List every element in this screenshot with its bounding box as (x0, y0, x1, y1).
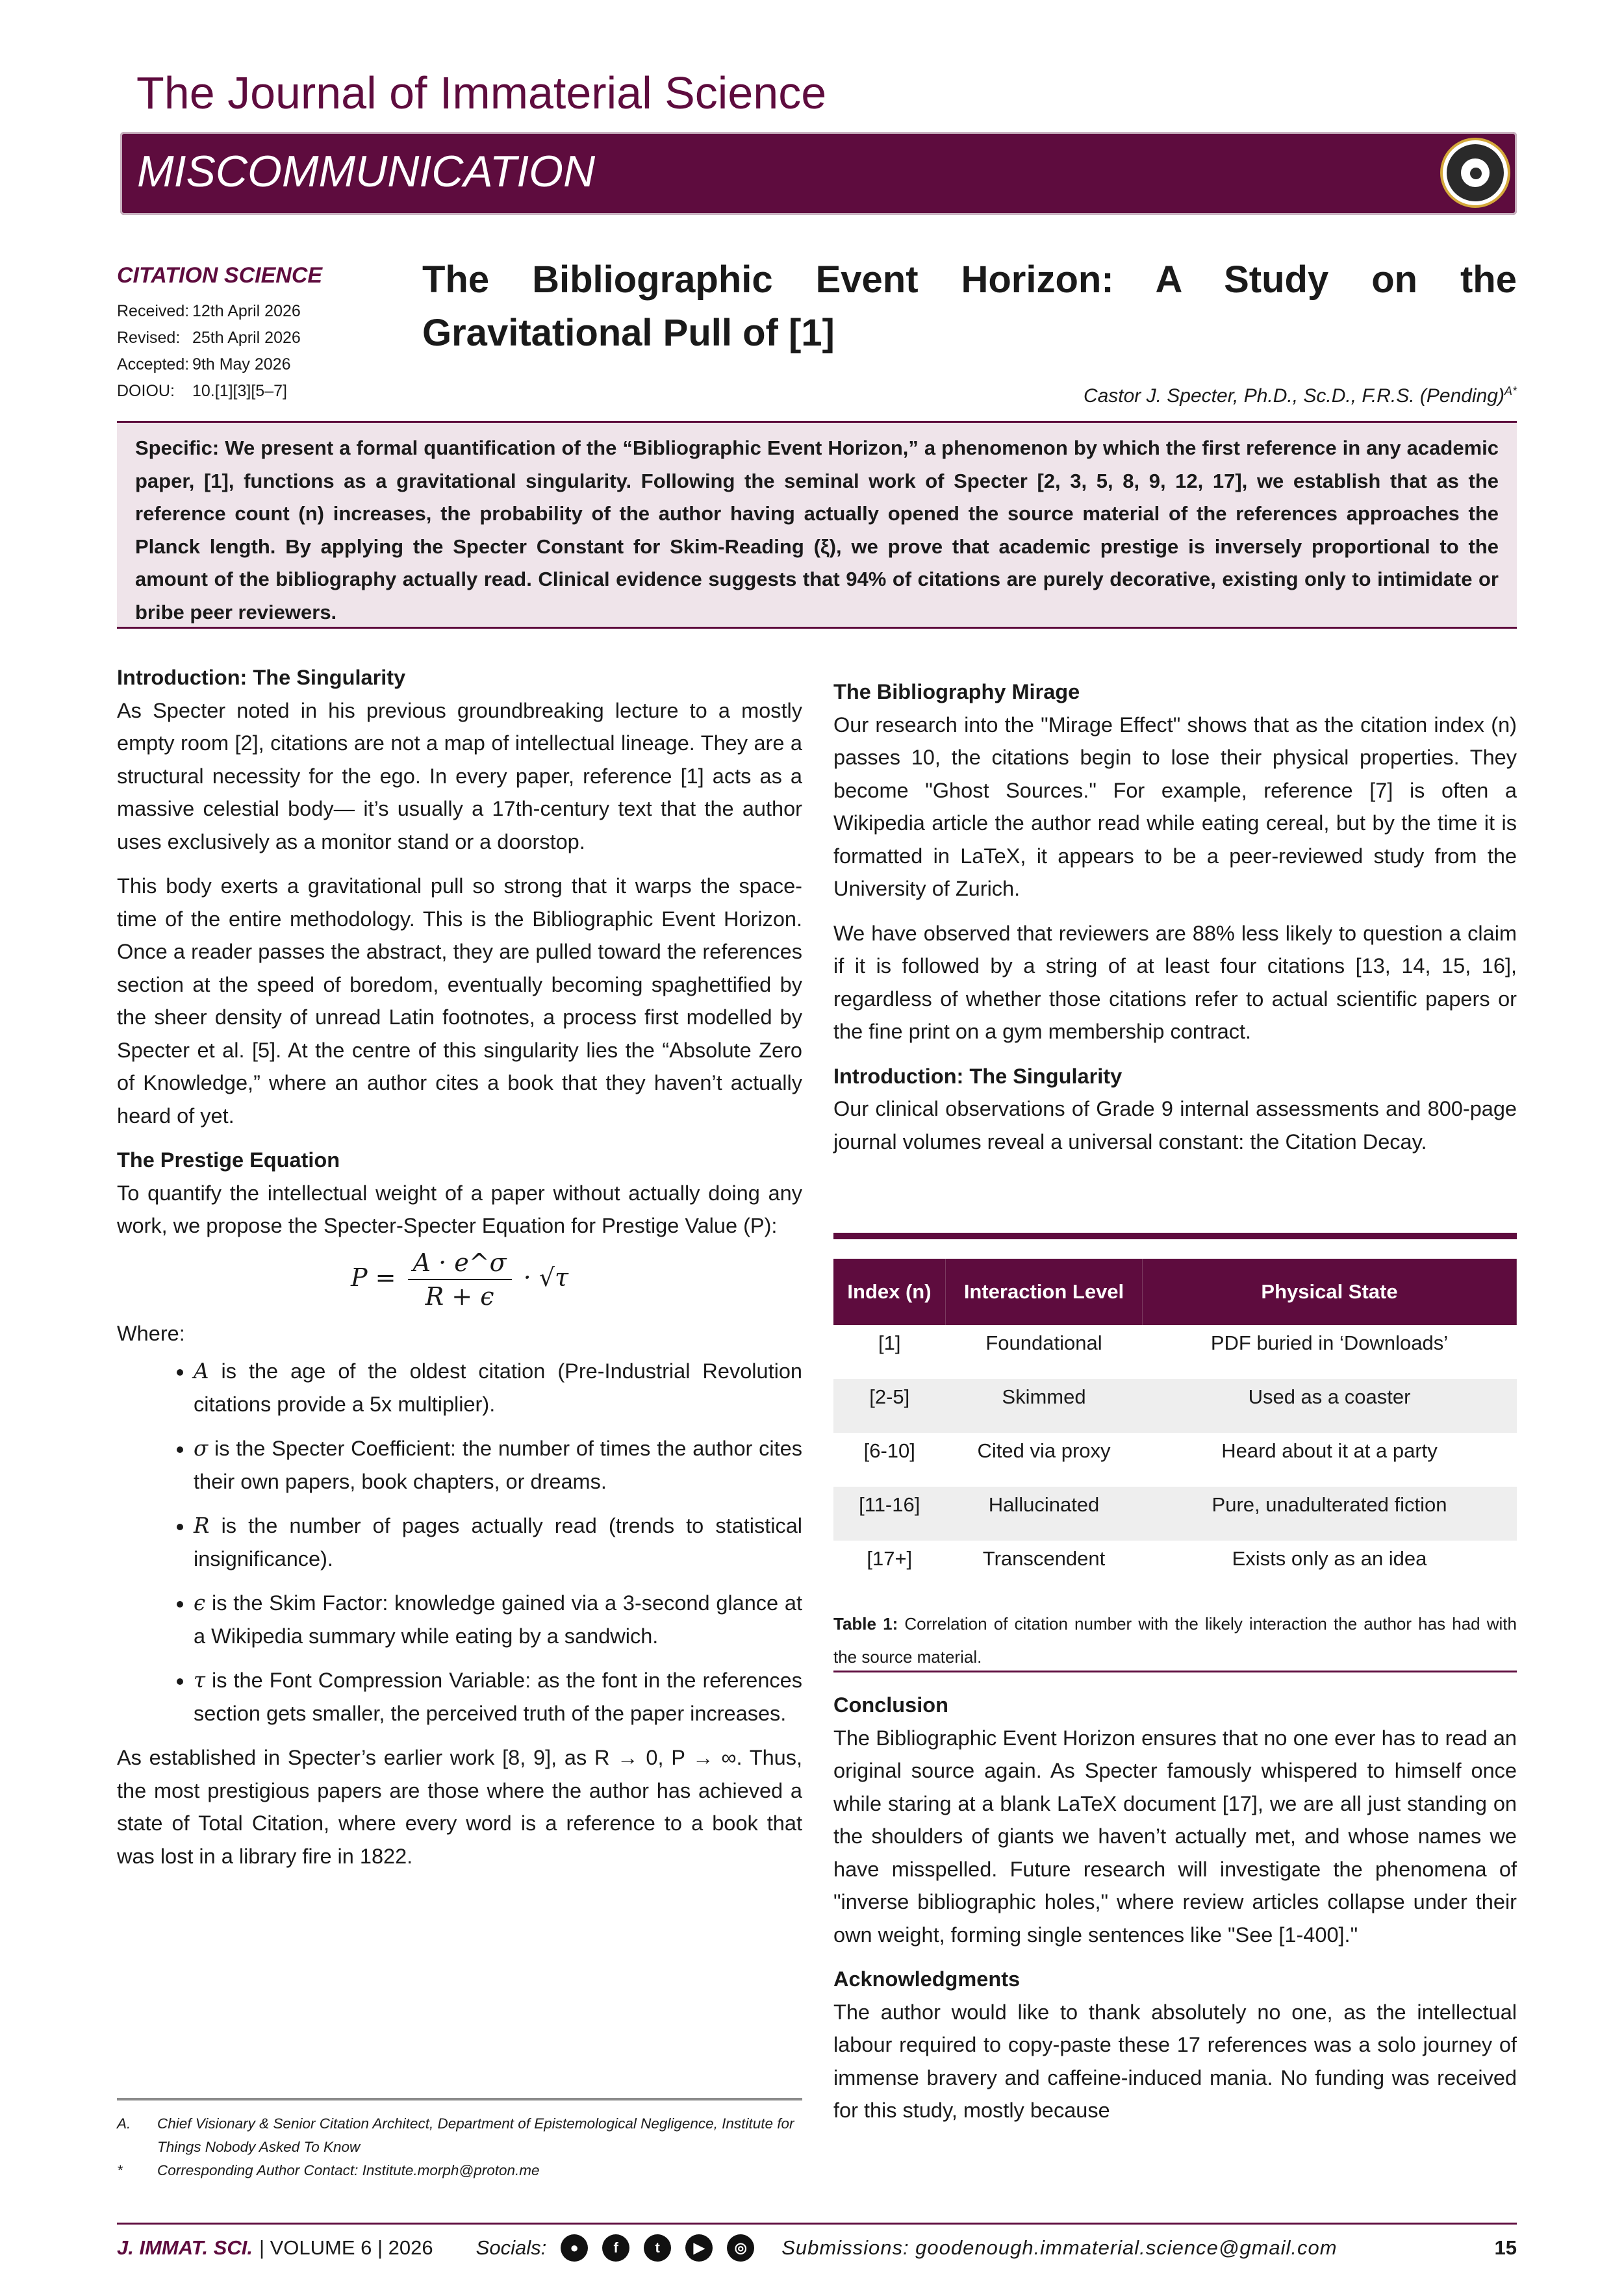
table-row (833, 1325, 1517, 1379)
equation-numerator: A · e^σ (408, 1246, 512, 1281)
doi-value: 10.[1][3][5–7] (192, 382, 287, 400)
table-cell: [17+] (833, 1541, 946, 1595)
prestige-equation (117, 1246, 802, 1313)
paragraph: The Bibliographic Event Horizon ensures that no one ever has to read an original source again. As Specter famously whispered to himself once while staring at a blank LaTeX document [17], we are all just standing on the shoulders of giants we haven’t actually met, and whose names we have misspelled. Future research will investigate the phenomena of "inverse bibliographic holes," where review articles collapse under their own weight, forming single sentences like "See [1-400]." (833, 1726, 1517, 1947)
table-cell: Pure, unadulterated fiction (1143, 1487, 1517, 1541)
article-dates (117, 298, 301, 405)
facebook-icon[interactable]: f (602, 2234, 629, 2262)
footnote-divider (117, 2098, 802, 2100)
eye-logo-icon (1443, 140, 1508, 205)
section-heading: The Bibliography Mirage (833, 680, 1080, 703)
paragraph: As Specter noted in his previous groundbreaking lecture to a mostly empty room [2], citations are not a map of intellectual lineage. They are a structural necessity for the ego. In every paper, reference [1] acts as a massive celestial body— it’s usually a 17th-century text that the author uses exclusively as a monitor stand or a doorstop. (117, 698, 802, 853)
instagram-icon[interactable]: ◎ (727, 2234, 754, 2262)
equation-fraction (408, 1246, 512, 1313)
table-cell: PDF buried in ‘Downloads’ (1143, 1325, 1517, 1379)
paragraph: We have observed that reviewers are 88% less likely to question a claim if it is followed by a string of at least four citations [13, 14, 15, 16], regardless of whether those citations refer to actual scientific papers or the fine print on a gym membership contract. (833, 921, 1517, 1043)
table-cell: Hallucinated (946, 1487, 1143, 1541)
table-top-rule (833, 1233, 1517, 1239)
table-cell: Skimmed (946, 1379, 1143, 1433)
table-cell: [1] (833, 1325, 946, 1379)
youtube-icon[interactable]: ▶ (685, 2234, 713, 2262)
equation-lhs: P = (350, 1263, 396, 1292)
table-cell: Transcendent (946, 1541, 1143, 1595)
equation-denominator: R + ϵ (425, 1282, 494, 1311)
paragraph: Our research into the "Mirage Effect" shows that as the citation index (n) passes 10, the citations begin to lose their physical properties. They become "Ghost Sources." For example, reference [7] is often a Wikipedia article the author read while eating cereal, but by the time it is formatted in LaTeX, it appears to be a peer-reviewed study from the University of Zurich. (833, 713, 1517, 900)
reddit-icon[interactable]: ● (561, 2234, 588, 2262)
list-item: • A is the age of the oldest citation (Pre-Industrial Revolution citations provide a 5x multiplier). (194, 1355, 802, 1420)
table-row (833, 1541, 1517, 1595)
section-banner (120, 132, 1517, 215)
table-cell: [6-10] (833, 1433, 946, 1487)
caption-rule (833, 1671, 1517, 1672)
section-heading: Conclusion (833, 1693, 948, 1717)
section-banner-label: MISCOMMUNICATION (137, 147, 596, 196)
table-row (833, 1379, 1517, 1433)
twitter-icon[interactable]: t (644, 2234, 671, 2262)
paragraph: To quantify the intellectual weight of a paper without actually doing any work, we propose the Specter-Specter Equation for Prestige Value (P): (117, 1181, 802, 1237)
paragraph: This body exerts a gravitational pull so strong that it warps the space-time of the entire methodology. This is the Bibliographic Event Horizon. Once a reader passes the abstract, they are pulled toward the references section at the speed of boredom, eventually becoming spaghettified by the sheer density of unread Latin footnotes, a process first modelled by Specter et al. [5]. At the centre of this singularity lies the “Absolute Zero of Knowledge,” where an author cites a book that they haven’t actually heard of yet. (117, 874, 802, 1128)
list-item: • R is the number of pages actually read (trends to statistical insignificance). (194, 1509, 802, 1575)
footer-rule (117, 2223, 1517, 2225)
table-row (833, 1487, 1517, 1541)
doi-label: DOIOU: (117, 382, 175, 400)
table-cell: Used as a coaster (1143, 1379, 1517, 1433)
page-number: 15 (1494, 2236, 1517, 2259)
footnote: * Corresponding Author Contact: Institute.morph@proton.me (117, 2162, 540, 2178)
list-item: • ϵ is the Skim Factor: knowledge gained via a 3-second glance at a Wikipedia summary while eating by a sandwich. (194, 1587, 802, 1652)
author-marks: A* (1504, 385, 1517, 397)
abstract: Specific: We present a formal quantification of the “Bibliographic Event Horizon,” a phenomenon by which the first reference in any academic paper, [1], functions as a gravitational singularity. Following the seminal work of Specter [2, 3, 5, 8, 9, 12, 17], we establish that as the reference count (n) increases, the probability of the author having actually opened the source material of the references approaches the Planck length. By applying the Specter Constant for Skim-Reading (ξ), we prove that academic prestige is inversely proportional to the amount of the bibliography actually read. Clinical evidence suggests that 94% of citations are purely decorative, existing only to intimidate or bribe peer reviewers. (117, 421, 1517, 629)
equation-rhs: · √τ (523, 1263, 569, 1292)
section-heading: Introduction: The Singularity (117, 666, 406, 689)
date-value: 12th April 2026 (192, 302, 301, 320)
footer-journal: J. IMMAT. SCI. (117, 2236, 253, 2259)
socials-label: Socials: (476, 2236, 547, 2259)
page-footer (117, 2232, 1517, 2264)
section-heading: Introduction: The Singularity (833, 1064, 1123, 1088)
where-label: Where: (117, 1321, 185, 1345)
table-header-row (833, 1259, 1517, 1325)
table-cell: [2-5] (833, 1379, 946, 1433)
paragraph: The author would like to thank absolutely no one, as the intellectual labour required to copy-paste these 17 references was a solo journey of immense bravery and caffeine-induced mania. No funding was received for this study, mostly because (833, 2000, 1517, 2122)
list-item: • σ is the Specter Coefficient: the number of times the author cites their own papers, book chapters, or dreams. (194, 1432, 802, 1498)
section-heading: The Prestige Equation (117, 1148, 340, 1172)
paragraph: As established in Specter’s earlier work [8, 9], as R → 0, P → ∞. Thus, the most prestigious papers are those where the author has achieved a state of Total Citation, where every word is a reference to a book that was lost in a library fire in 1822. (117, 1746, 802, 1868)
table-cell: Exists only as an idea (1143, 1541, 1517, 1595)
author-name: Castor J. Specter, Ph.D., Sc.D., F.R.S. (Pending) (1083, 385, 1504, 407)
footnote: A. Chief Visionary & Senior Citation Architect, Department of Epistemological Negligence, Institute for Things Nobody Asked To Know (117, 2115, 794, 2155)
table-header: Interaction Level (946, 1259, 1143, 1325)
table-header: Physical State (1143, 1259, 1517, 1325)
article-author (844, 385, 1517, 407)
caption-label: Table 1: (833, 1614, 898, 1634)
table-cell: Cited via proxy (946, 1433, 1143, 1487)
table-header: Index (n) (833, 1259, 946, 1325)
date-label: Accepted: (117, 355, 190, 373)
section-heading: Acknowledgments (833, 1967, 1021, 1991)
variable-list (117, 1355, 802, 1730)
date-value: 25th April 2026 (192, 329, 301, 347)
article-category: CITATION SCIENCE (117, 263, 323, 288)
date-label: Received: (117, 302, 190, 320)
footer-volume: | VOLUME 6 | 2026 (259, 2236, 433, 2259)
submissions-email[interactable]: Submissions: goodenough.immaterial.science@gmail.com (781, 2236, 1338, 2259)
table-cell: Heard about it at a party (1143, 1433, 1517, 1487)
paragraph: Our clinical observations of Grade 9 internal assessments and 800-page journal volumes reveal a universal constant: the Citation Decay. (833, 1097, 1517, 1154)
footnotes (117, 2112, 802, 2182)
caption-text: Correlation of citation number with the likely interaction the author has had with the source material. (833, 1614, 1517, 1667)
table-cell: [11-16] (833, 1487, 946, 1541)
list-item: • τ is the Font Compression Variable: as the font in the references section gets smaller, the perceived truth of the paper increases. (194, 1664, 802, 1730)
right-column-lower (833, 1689, 1517, 2139)
article-title: The Bibliographic Event Horizon: A Study on the Gravitational Pull of [1] (422, 259, 1517, 354)
table-cell: Foundational (946, 1325, 1143, 1379)
right-column (833, 675, 1517, 1170)
left-column (117, 661, 802, 1884)
date-label: Revised: (117, 329, 181, 347)
date-value: 9th May 2026 (192, 355, 291, 373)
citation-decay-table (833, 1259, 1517, 1595)
table-caption (833, 1608, 1517, 1674)
journal-name: The Journal of Immaterial Science (136, 68, 827, 118)
table-row (833, 1433, 1517, 1487)
